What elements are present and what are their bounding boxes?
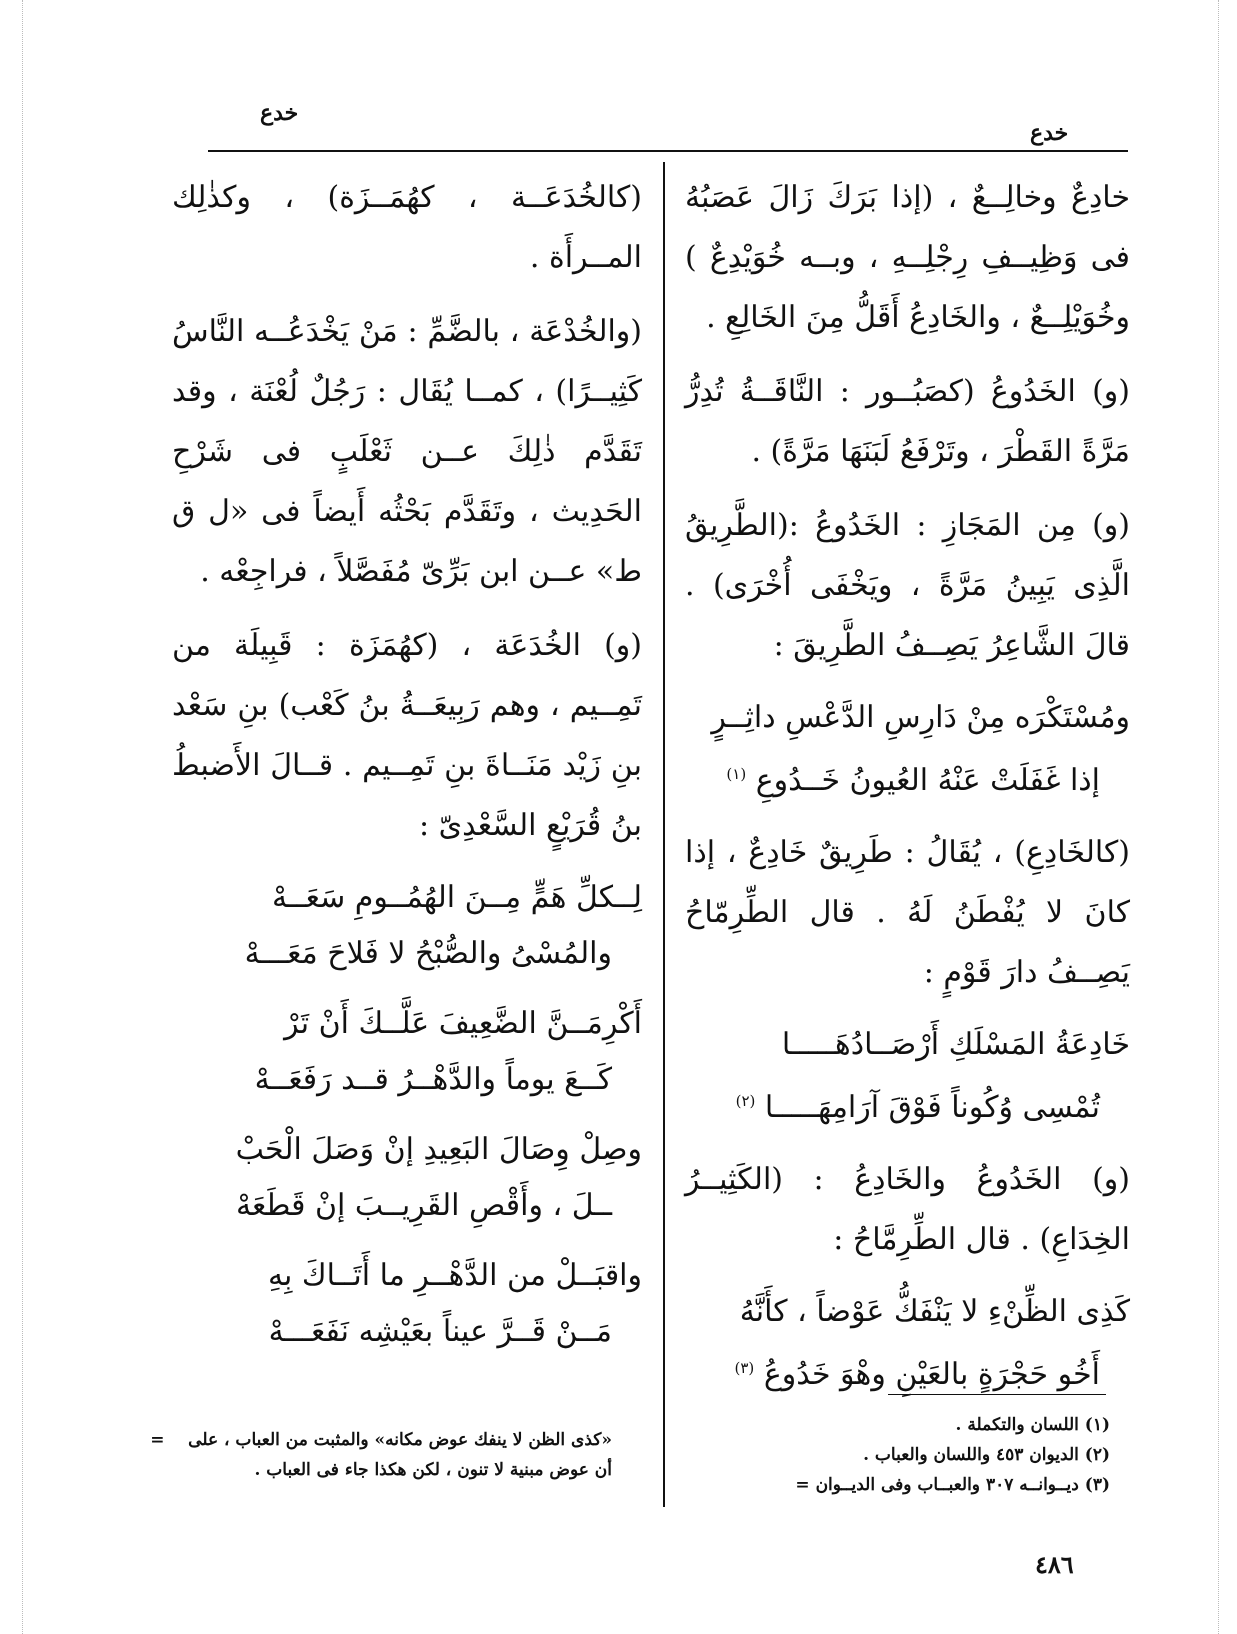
right-verse-1-second-hemistich-text: إذا غَفَلَتْ عَنْهُ العُيونُ خَــدُوعِ [755,763,1100,798]
footnote-continuation-line-1 [150,1425,612,1455]
right-verse-1 [685,690,1130,809]
footnote-rule [888,1394,1106,1395]
page-number: ٤٨٦ [1035,1550,1074,1579]
right-verse-3 [685,1284,1130,1403]
right-paragraph-4: (كالخَادِعِ) ، يُقَالُ : طَرِيقٌ خَادِعٌ ، إذا كانَ لا يُفْطَنُ لَهُ . قال الطِّرِمّاحُ يَصِــفُ دارَ قَوْمٍ : [685,835,1130,990]
right-verse-3-first-hemistich: كَذِى الظِّنْءِ لا يَنْفَكُّ عَوْضاً ، كأَنَّهُ [739,1294,1130,1329]
left-verse-4-second-hemistich: مَــنْ قَــرَّ عيناً بعَيْشِه نَفَعَـــهْ [268,1314,612,1349]
running-header-left: خدع [260,100,299,126]
right-paragraph-1: خادِعٌ وخالِــعٌ ، (إذا بَرَكَ زَالَ عَصَبُهُ فى وَظِيــفِ رِجْلِــهِ ، وبــه خُوَيْدِعٌ ) وخُوَيْلِــعٌ ، والخَادِعُ أَقَلُّ مِنَ الخَالِعِ . [685,180,1130,335]
footnote-continuation-marker: = [150,1430,165,1450]
left-verse-1-second-hemistich: والمُسْىُ والصُّبْحُ لا فَلاحَ مَعَـــهْ [244,936,612,971]
left-verse-1 [172,870,642,982]
footnotes-right [720,1410,1110,1500]
left-verse-3-second-hemistich: ــلَ ، وأَقْصِ القَرِيــبَ إنْ قَطَعَهْ [235,1188,612,1223]
left-paragraph-1: (كالخُدَعَــة ، كهُمَــزَة) ، وكذٰلِك المــرأَة . [172,180,642,275]
left-verse-3 [172,1122,642,1234]
left-verse-2 [172,996,642,1108]
right-verse-3-second-hemistich-text: أَخُو حَجْرَةٍ بالعَيْنِ وهْوَ خَدُوعُ [763,1357,1100,1392]
footnote-1: (١) اللسان والتكملة . [955,1415,1110,1435]
scan-dotted-line-left [22,0,23,1634]
left-paragraph-2: (والخُدْعَة ، بالضَّمِّ : مَنْ يَخْدَعُــه النَّاسُ كَثِيــرًا) ، كمــا يُقَال : رَجُلٌ لُعْنَة ، وقد تَقَدَّم ذٰلِكَ عــن ثَعْلَبٍ فى شَرْحِ الحَدِيث ، وتَقَدَّم بَحْثُه أَيضاً فى «ل ق ط» عــن ابن بَرِّىّ مُفَصَّلاً ، فراجِعْه . [172,314,642,589]
footnote-3: (٣) ديــوانــه ٣٠٧ والعبــاب وفى الديــوان = [795,1475,1110,1495]
scan-dotted-line-right [1218,0,1219,1634]
right-column [685,168,1130,1417]
footnote-continuation-line-1-text: «كذى الظن لا ينفك عوض مكانه» والمثبت من العباب ، على [188,1430,612,1450]
left-verse-4-first-hemistich: واقبَــلْ من الدَّهْــرِ ما أَتَــاكَ بِهِ [267,1258,642,1293]
right-verse-2 [685,1017,1130,1136]
footnote-continuation-line-2: أن عوض مبنية لا تنون ، لكن هكذا جاء فى العباب . [254,1460,612,1480]
header-rule [208,150,1128,152]
right-paragraph-2: (و) الخَدُوعُ (كصَبُــور : النَّاقَــةُ تُدِرُّ مَرَّةً القَطْرَ ، وتَرْفَعُ لَبَنَهَا مَرَّةً) . [685,374,1130,469]
running-header-right: خدع [1030,120,1069,146]
left-paragraph-3: (و) الخُدَعَة ، (كهُمَزَة : قَبِيلَة من تَمِــيم ، وهم رَبِيعَــةُ بنُ كَعْب) بنِ سَعْد بنِ زَيْد مَنَــاةَ بنِ تَمِــيم . قــالَ الأَضبطُ بنُ قُرَيْعٍ السَّعْدِىّ : [172,628,642,843]
right-verse-2-second-hemistich [685,1073,1130,1136]
footnote-mark-2: (٢) [735,1092,756,1110]
left-verse-2-second-hemistich: كَــعَ يوماً والدَّهْــرُ قــد رَفَعَــهْ [254,1062,612,1097]
right-verse-2-first-hemistich: خَادِعَةُ المَسْلَكِ أَرْصَــادُهَـــــا [781,1027,1130,1062]
right-verse-1-first-hemistich: ومُسْتَكْرَه مِنْ دَارِسِ الدَّعْسِ داثِــرٍ [711,700,1130,735]
right-verse-2-second-hemistich-text: تُمْسِى وُكُوناً فَوْقَ آرَامِهَـــــا [764,1090,1100,1125]
footnote-mark-1: (١) [726,765,747,783]
left-verse-2-first-hemistich: أَكْرِمَــنَّ الضَّعِيفَ عَلَّــكَ أَنْ تَرْ [284,1006,642,1041]
footnote-continuation [150,1425,612,1485]
left-column [172,168,642,1374]
left-verse-1-first-hemistich: لِــكلِّ هَمٍّ مِــنَ الهُمُــومِ سَعَــهْ [272,880,642,915]
right-paragraph-5: (و) الخَدُوعُ والخَادِعُ : (الكَثِيــرُ الخِدَاعِ) . قال الطِّرِمَّاحُ : [685,1162,1130,1257]
footnote-2: (٢) الديوان ٤٥٣ واللسان والعباب . [863,1445,1110,1465]
left-verse-4 [172,1248,642,1360]
column-divider [663,162,665,1507]
right-verse-1-second-hemistich [685,746,1130,809]
footnote-mark-3: (٣) [734,1359,755,1377]
right-paragraph-3: (و) مِن المَجَازِ : الخَدُوعُ :(الطَّرِيقُ الَّذِى يَبِينُ مَرَّةً ، ويَخْفَى أُخْرَى) . قالَ الشَّاعِرُ يَصِــفُ الطَّرِيقَ : [685,508,1130,663]
left-verse-3-first-hemistich: وصِلْ وِصَالَ البَعِيدِ إنْ وَصَلَ الْحَبْ [235,1132,642,1167]
